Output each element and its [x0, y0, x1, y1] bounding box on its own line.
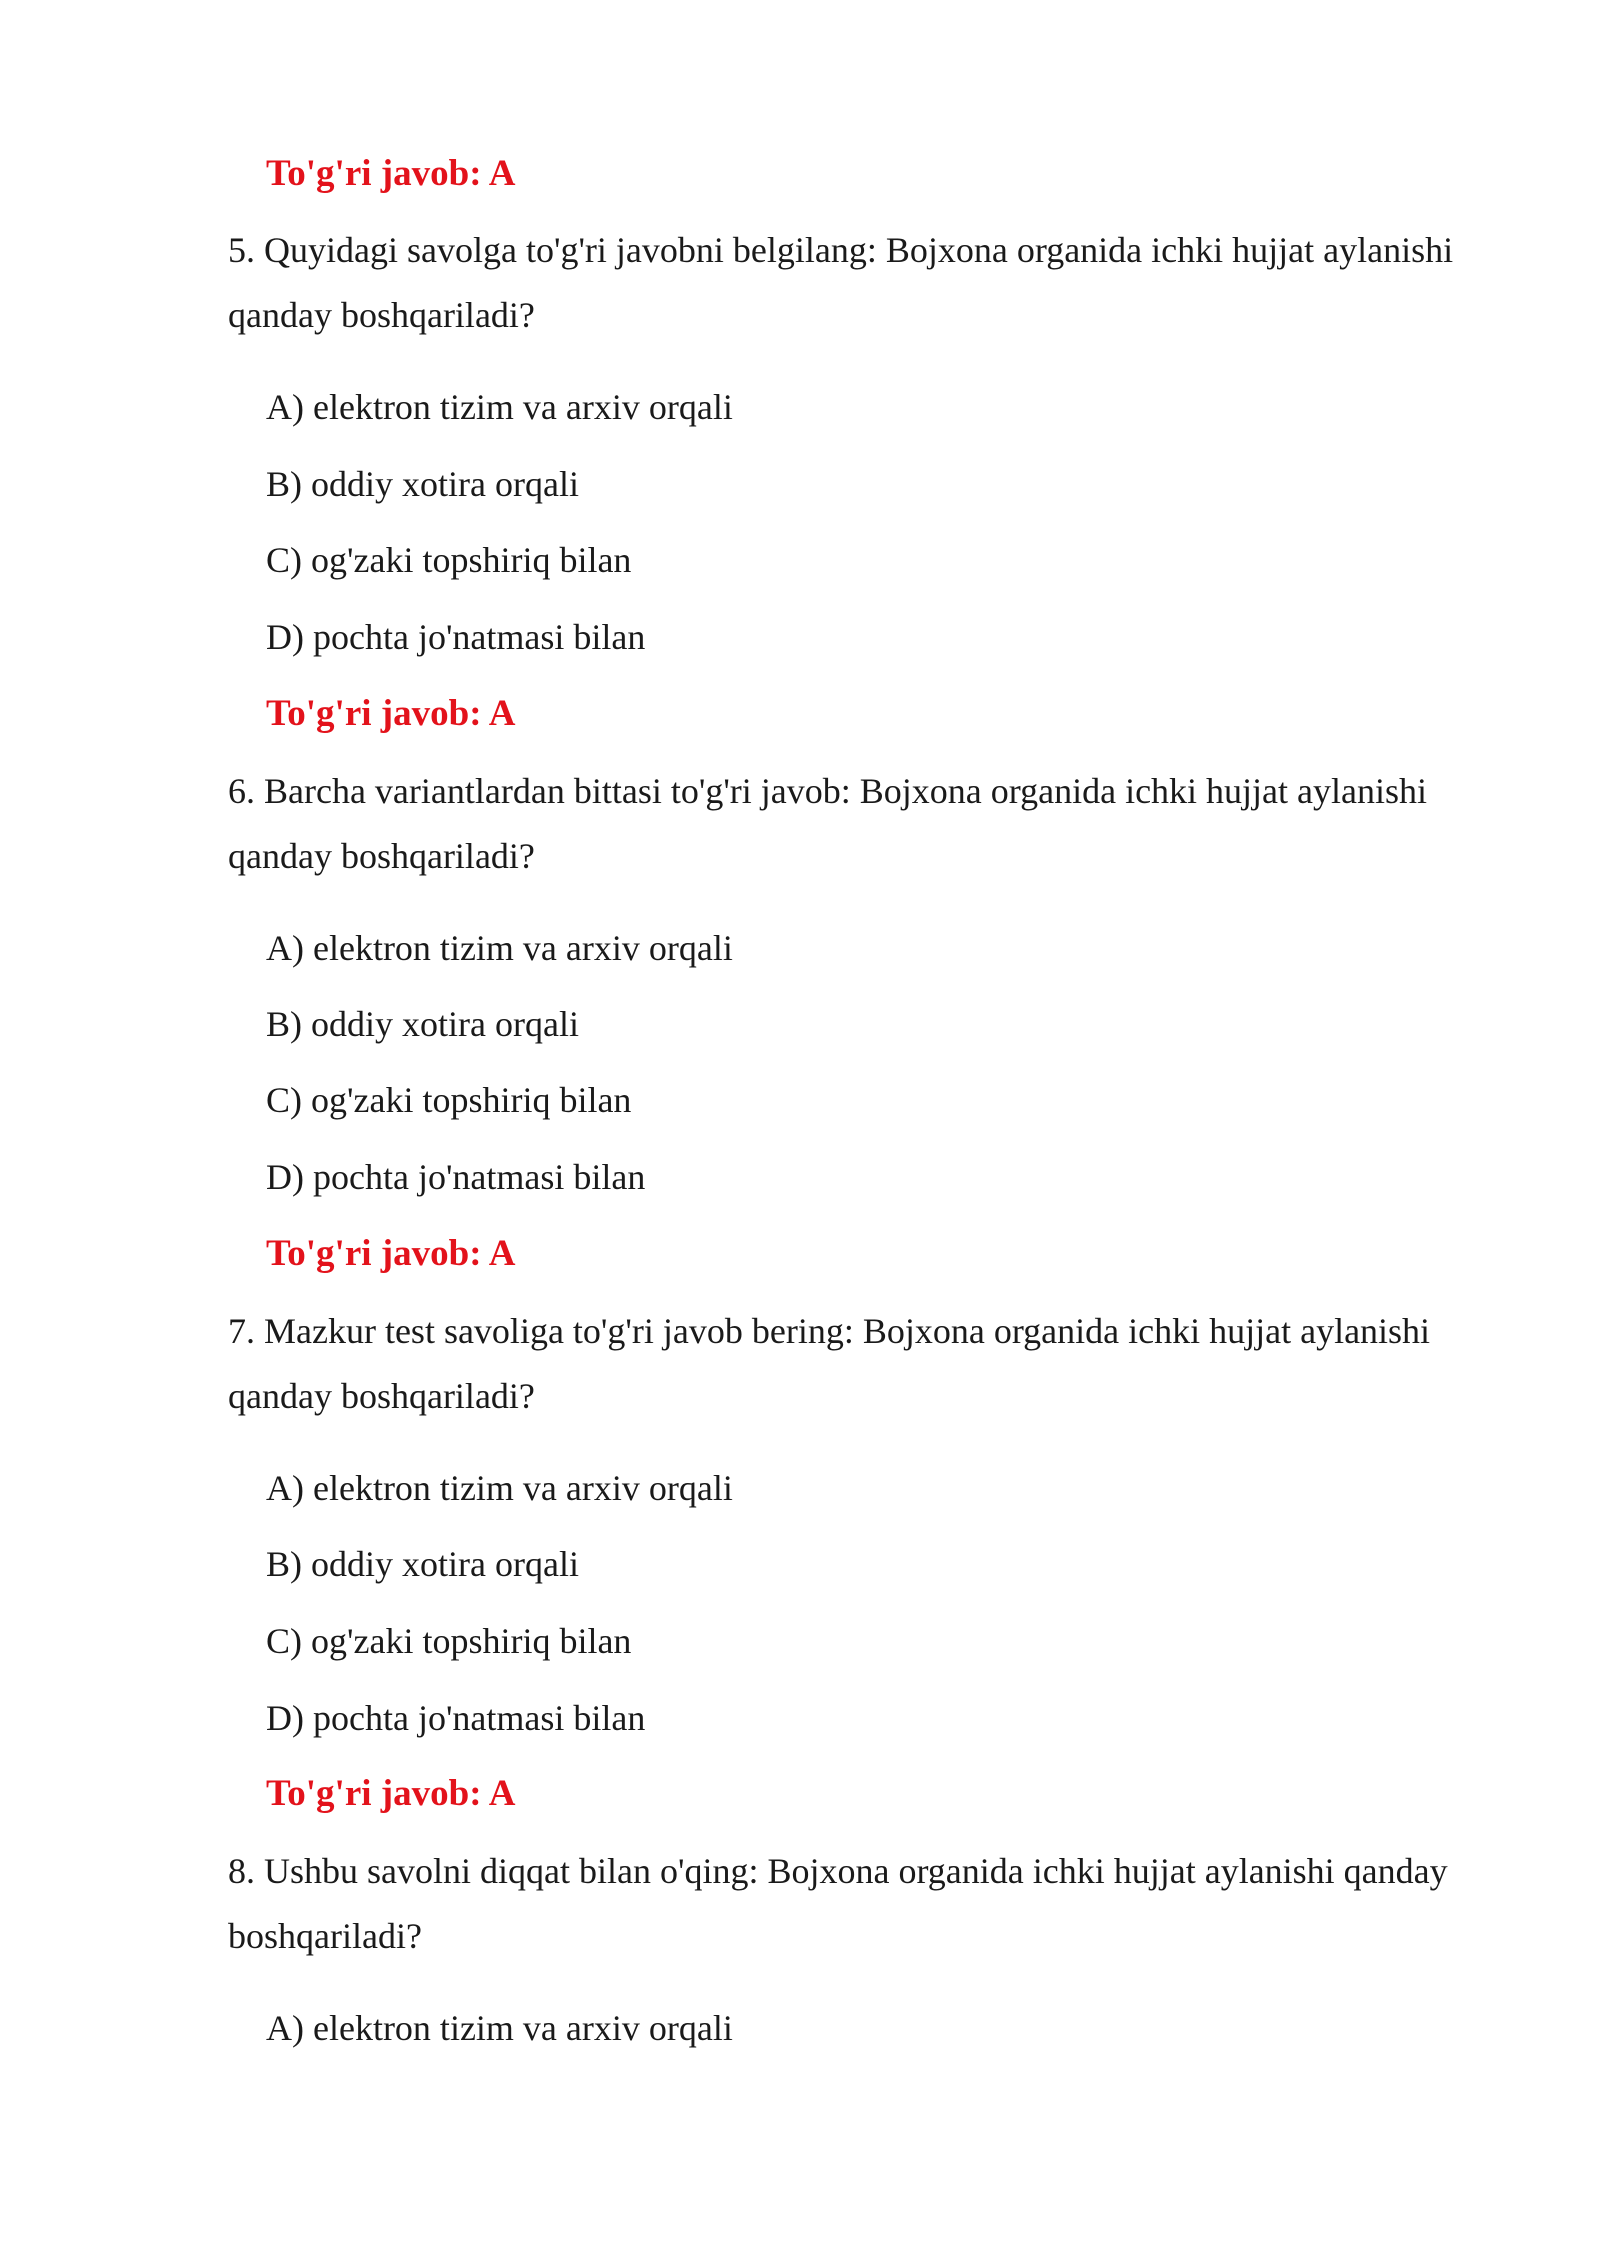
option-b: B) oddiy xotira orqali — [266, 1544, 579, 1584]
question-6: 6. Barcha variantlardan bittasi to'g'ri javob: Bojxona organida ichki hujjat aylanishi qanday boshqariladi? — [228, 771, 1428, 876]
option-c: C) og'zaki topshiriq bilan — [266, 540, 632, 580]
option-c: C) og'zaki topshiriq bilan — [266, 1621, 632, 1661]
question-8: 8. Ushbu savolni diqqat bilan o'qing: Bojxona organida ichki hujjat aylanishi qanday boshqariladi? — [228, 1851, 1448, 1956]
option-a: A) elektron tizim va arxiv orqali — [266, 387, 733, 427]
option-a: A) elektron tizim va arxiv orqali — [266, 2008, 733, 2048]
option-d: D) pochta jo'natmasi bilan — [266, 1698, 646, 1738]
option-d: D) pochta jo'natmasi bilan — [266, 1157, 646, 1197]
question-7: 7. Mazkur test savoliga to'g'ri javob bering: Bojxona organida ichki hujjat aylanishi qanday boshqariladi? — [228, 1311, 1431, 1416]
question-5: 5. Quyidagi savolga to'g'ri javobni belgilang: Bojxona organida ichki hujjat aylanishi qanday boshqariladi? — [228, 230, 1454, 335]
option-b: B) oddiy xotira orqali — [266, 1004, 579, 1044]
option-b: B) oddiy xotira orqali — [266, 464, 579, 504]
option-c: C) og'zaki topshiriq bilan — [266, 1080, 632, 1120]
correct-answer: To'g'ri javob: A — [266, 1773, 516, 1814]
option-d: D) pochta jo'natmasi bilan — [266, 617, 646, 657]
option-a: A) elektron tizim va arxiv orqali — [266, 1468, 733, 1508]
correct-answer: To'g'ri javob: A — [266, 1233, 516, 1274]
option-a: A) elektron tizim va arxiv orqali — [266, 928, 733, 968]
correct-answer: To'g'ri javob: A — [266, 693, 516, 734]
correct-answer: To'g'ri javob: A — [266, 153, 516, 194]
